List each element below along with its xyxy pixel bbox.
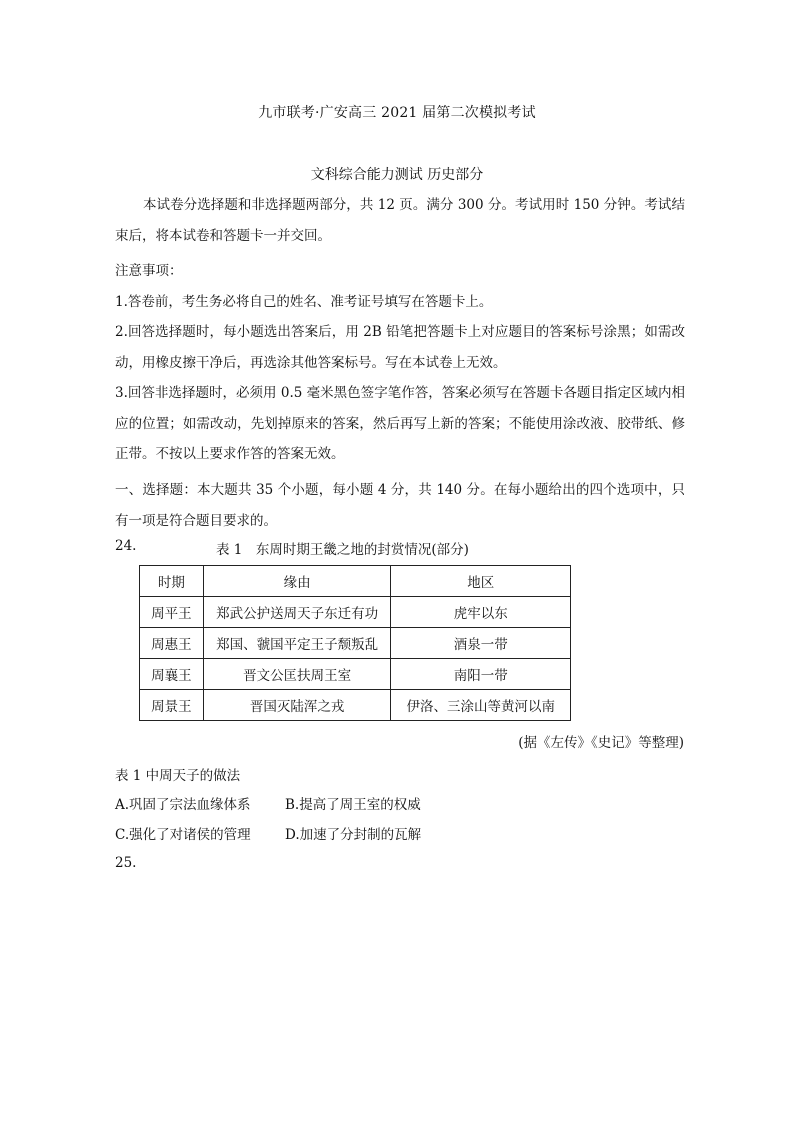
table-cell: 酒泉一带 (391, 628, 571, 659)
option-a: A.巩固了宗法血缘体系 (115, 797, 251, 813)
note-item-1: 1.答卷前，考生务必将自己的姓名、准考证号填写在答题卡上。 (115, 293, 493, 310)
table-cell: 郑武公护送周天子东迁有功 (203, 597, 391, 628)
table-header-row (140, 566, 571, 597)
option-c: C.强化了对诸侯的管理 (115, 827, 251, 843)
table-row (140, 597, 571, 628)
option-b: B.提高了周王室的权威 (285, 797, 421, 813)
table-header-cell: 地区 (391, 566, 571, 597)
question-24-number: 24. (115, 538, 137, 554)
question-25-number: 25. (115, 855, 137, 871)
table-row (140, 659, 571, 690)
table-row (140, 628, 571, 659)
table-source: (据《左传》《史记》等整理) (518, 735, 684, 751)
table-cell: 晋文公匡扶周王室 (203, 659, 391, 690)
table-cell: 虎牢以东 (391, 597, 571, 628)
table-caption: 表 1 东周时期王畿之地的封赏情况(部分) (216, 542, 469, 558)
table-cell: 周景王 (140, 690, 204, 721)
table-header-cell: 缘由 (203, 566, 391, 597)
note-item-3: 3.回答非选择题时，必须用 0.5 毫米黑色签字笔作答，答案必须写在答题卡各题目指定区域内相应的位置；如需改动，先划掉原来的答案，然后再写上新的答案；不能使用涂改液、胶带纸、修正带。不按以上要求作答的答案无效。 (115, 385, 685, 462)
table-cell: 南阳一带 (391, 659, 571, 690)
section-one-heading: 一、选择题：本大题共 35 个小题，每小题 4 分，共 140 分。在每小题给出的四个选项中，只有一项是符合题目要求的。 (115, 482, 685, 529)
table-cell: 周惠王 (140, 628, 204, 659)
option-d: D.加速了分封制的瓦解 (285, 827, 422, 843)
table-cell: 伊洛、三涂山等黄河以南 (391, 690, 571, 721)
question-24-stem: 表 1 中周天子的做法 (115, 768, 241, 784)
exam-intro: 本试卷分选择题和非选择题两部分，共 12 页。满分 300 分。考试用时 150 分钟。考试结束后，将本试卷和答题卡一并交回。 (115, 197, 685, 244)
question-24-header (115, 538, 685, 560)
table-row (140, 690, 571, 721)
reward-table (139, 565, 571, 721)
exam-title: 九市联考·广安高三 2021 届第二次模拟考试 (258, 105, 536, 121)
table-cell: 郑国、虢国平定王子颓叛乱 (203, 628, 391, 659)
table-header-cell: 时期 (140, 566, 204, 597)
notes-section (115, 256, 685, 470)
notes-heading: 注意事项： (115, 263, 183, 279)
table-cell: 周平王 (140, 597, 204, 628)
exam-subtitle: 文科综合能力测试 历史部分 (310, 167, 484, 183)
table-cell: 周襄王 (140, 659, 204, 690)
table-cell: 晋国灭陆浑之戎 (203, 690, 391, 721)
note-item-2: 2.回答选择题时，每小题选出答案后，用 2B 铅笔把答题卡上对应题目的答案标号涂黑；如需改动，用橡皮擦干净后，再选涂其他答案标号。写在本试卷上无效。 (115, 324, 685, 371)
